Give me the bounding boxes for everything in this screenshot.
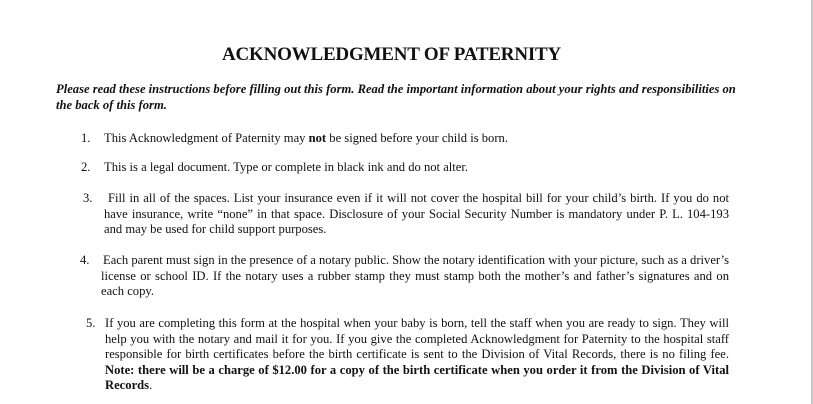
item-note-emphasis: Note: there will be a charge of $12.00 for a copy of the birth certificate when you order it from the Division of Vital Records [105,362,729,392]
item-number: 5. [86,316,96,330]
item-text-part: . [149,378,153,392]
item-text: Each parent must sign in the presence of a notary public. Show the notary identification with your picture, such as a driver’s license or school ID. If the notary uses a rubber stamp they must stamp both the mother’s and father’s signatures and on each copy. [101,253,729,298]
item-text: This is a legal document. Type or complete in black ink and do not alter. [104,160,469,174]
item-number: 2. [81,160,91,174]
item-text [104,131,744,147]
intro-instructions: Please read these instructions before filling out this form. Read the important information about your rights and responsibilities on the back of this form. [56,82,736,112]
document-title: ACKNOWLEDGMENT OF PATERNITY [221,44,562,65]
item-emphasis: not [308,131,327,145]
item-number: 1. [81,131,91,145]
item-text: Fill in all of the spaces. List your insurance even if it will not cover the hospital bill for your child’s birth. If you do not have insurance, write “none” in that space. Disclosure of your Social Security Number is mandatory under P. L. 104-193 and may be used for child support purposes. [104,191,729,236]
item-text-part: be signed before your child is born. [326,131,508,145]
item-text-part: This Acknowledgment of Paternity may [104,131,309,145]
item-text [105,316,729,394]
item-number: 4. [80,253,90,267]
item-text-part: If you are completing this form at the hospital when your baby is born, tell the staff when you are ready to sign. They will help you with the notary and mail it for you. If you give the completed Acknowledgment for Paternity to the hospital staff responsible for birth certificates before the birth certificate is sent to the Division of Vital Records, there is no filing fee. [105,316,729,361]
item-number: 3. [83,191,93,205]
